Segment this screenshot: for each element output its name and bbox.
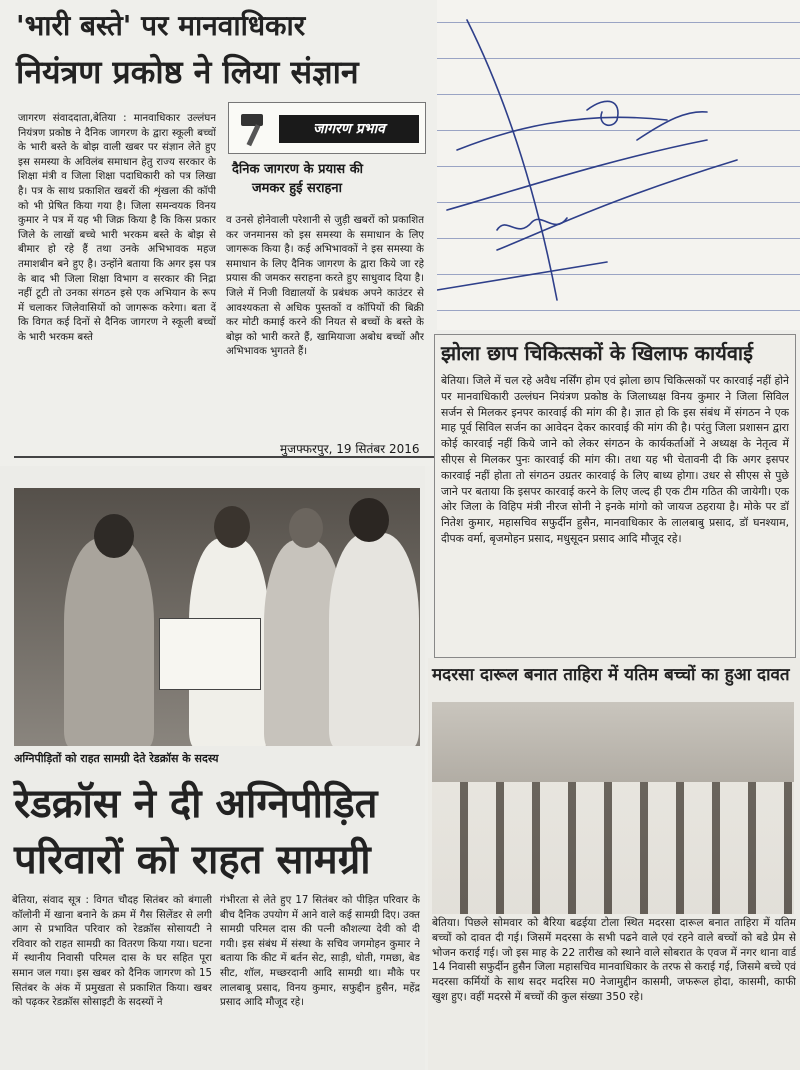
clip-redcross xyxy=(0,466,425,1070)
head-man-1 xyxy=(214,506,250,548)
headline: मदरसा दारूल बनात ताहिरा में यतिम बच्चों का हुआ दावत xyxy=(432,665,790,685)
badge-label: जागरण प्रभाव xyxy=(279,115,419,143)
head-woman xyxy=(94,514,134,558)
head-man-3 xyxy=(349,498,389,542)
subheading-line-2: जमकर हुई सराहना xyxy=(252,181,343,196)
body-left-column: बेतिया, संवाद सूत्र : विगत चौदह सितंबर को बंगाली कॉलोनी में खाना बनाने के क्रम में गैस सिलेंडर से लगी आग से प्रभावित परिवार को रेडक्रॉस सोसायटी ने रविवार को राहत सामग्री का वितरण किया गया। घटना में स्थानीय निवासी परिमल दास के घर सहित पूरा समान जल गया। इस खबर को दैनिक जागरण को 15 सितंबर के अंक में प्रमुखता से प्रकाशित किया। खबर को पढ़कर रेडक्रॉस सोसाइटी के सदस्यों ने xyxy=(12,895,212,1009)
clip-school-bag xyxy=(0,0,437,466)
masthead-strip xyxy=(14,456,434,458)
redcross-photo xyxy=(14,488,420,746)
headline-line-1: 'भारी बस्ते' पर मानवाधिकार xyxy=(16,9,306,42)
subheading-line-1: दैनिक जागरण के प्रयास की xyxy=(232,162,364,177)
body: बेतिया। जिले में चल रहे अवैध नर्सिंग होम एवं झोला छाप चिकित्सकों पर कारवाई नहीं होने पर मानवाधिकारी उल्लंघन नियंत्रण प्रकोष्ठ के जिलाध्यक्ष विनय कुमार ने जिला सिविल सर्जन से मिलकर इनपर कारवाई की मांग की है। ज्ञात हो कि इस संबंध में संगठन ने एक माह पूर्व सिविल सर्जन का आवेदन देकर कारवाई की मांग की है। परंतु जिला प्रशासन द्वारा कोई कारवाई नहीं किये जाने को लेकर संगठन के कार्यकर्ताओं ने अध्यक्ष के नेतृत्व में सीएस से मिलकर पुनः कारवाई की मांग की। तथा यह भी चेतावनी दी कि अगर इसपर कारवाई नहीं होता तो संगठन उग्रतर कारवाई के लिए बाध्य होगा। उधर से सीएस से पुछे जाने पर बताया कि इसपर कारवाई करने के लिए जल्द ही एक टीम गठित की जायेगी। एक ओर जिला के विहिप मंत्री नीरज सोनी ने इनके मांगो को जायज ठहराया है। मोके पर डॉ नितेश कुमार, महासचिव सफुर्दीन हुसैन, मानवाधिकार के लालबाबु प्रसाद, डॉ घनश्याम, दीपक वर्मा, बृजमोहन प्रसाद, मधुसूदन प्रसाद आदि मौजूद रहे। xyxy=(441,374,789,545)
dateline: मुजफ्फरपुर, 19 सितंबर 2016 xyxy=(280,442,420,456)
head-man-2 xyxy=(289,508,323,548)
headline-line-2: परिवारों को राहत सामग्री xyxy=(14,837,371,883)
hammer-icon xyxy=(235,108,275,148)
headline-line-2: नियंत्रण प्रकोष्ठ ने लिया संज्ञान xyxy=(16,53,359,91)
body-left-column: जागरण संवाददाता,बेतिया : मानवाधिकार उल्लंघन नियंत्रण प्रकोष्ठ ने दैनिक जागरण के द्वारा स्कूली बच्चों के भारी बस्ते के बोझ वाली खबर पर संज्ञान लेते हुए इस समस्या के अविलंब समाधान हेतु राज्य सरकार के शिक्षा मंत्री व जिला शिक्षा पदाधिकारी को पत्र लिखा है। पत्र के साथ प्रकाशित खबरों की शृंखला की कॉपी को भी प्रेषित किया गया है। जिला समन्वयक विनय कुमार ने पत्र में यह भी जिक्र किया है कि किस प्रकार जिले के लाखों बच्चे भारी भरकम बस्ते के बोझ से बीमार हो रहे हैं तथा उनके अभिभावक महज तमाशबीन बने हुए है। उन्होंने बताया कि अगर इस पत्र के बाद भी जिला शिक्षा विभाग व सरकार की निद्रा नहीं टूटी तो उनका संगठन इसे एक अभियान के रूप में चलाकर जिलेवासियों को जागरूक करेगा। बता दें कि विगत कई दिनों से दैनिक जागरण ने स्कूली बच्चों के भारी भरकम बस्ते xyxy=(18,113,216,343)
jagran-prabhav-badge xyxy=(228,102,426,154)
subheading xyxy=(232,160,363,198)
photo-caption: अग्निपीड़ितों को राहत सामग्री देते रेडक्रॉस के सदस्य xyxy=(14,752,219,765)
clip-madrasa xyxy=(428,658,800,1070)
notebook-paper xyxy=(437,0,800,330)
relief-box xyxy=(159,618,261,690)
body-right-column: व उनसे होनेवाली परेशानी से जुड़ी खबरों को प्रकाशित कर जनमानस को इस समस्या के समाधान के लिए जागरूक किया है। कई अभिभावकों ने इस समस्या के समाधान के लिए दैनिक जागरण के द्वारा किये जा रहे प्रयास की जमकर सराहना करते हुए साधुवाद दिया है। जिले में निजी विद्यालयों के प्रबंधक अपने काउंटर से आवश्यकता से अधिक पुस्तकों व कॉपियों की बिक्री कर मोटी कमाई करने की नियत से बच्चों के बस्ते के बोझ को भारी करते हैं, खामियाजा अबोध बच्चों और अभिभावक भुगतते हैं। xyxy=(226,215,424,358)
body-right-column: गंभीरता से लेते हुए 17 सितंबर को पीड़ित परिवार के बीच दैनिक उपयोग में आने वाले कई सामग्री दिए। उक्त सामग्री परिमल दास की पत्नी कौशल्या देवी को दी गयी। इस संबंध में संस्था के सचिव जगमोहन कुमार ने बताया कि कीट में बर्तन सेट, साड़ी, धोती, गमछा, बेड सीट, शॉल, मच्छरदानी आदि सामग्री था। मौके पर लालबाबू प्रसाद, विनय कुमार, सफुद्दीन हुसैन, महेंद्र प्रसाद आदि मौजूद रहे। xyxy=(220,895,420,1009)
headline: झोला छाप चिकित्सकों के खिलाफ कार्यवाई xyxy=(441,341,753,365)
photo-children-row xyxy=(432,782,794,914)
clip-quack-doctors xyxy=(434,334,796,658)
madrasa-photo xyxy=(432,702,794,914)
person-man-3 xyxy=(329,533,419,746)
person-woman xyxy=(64,538,154,746)
handwritten-scribble xyxy=(437,0,800,330)
headline-line-1: रेडक्रॉस ने दी अग्निपीड़ित xyxy=(14,781,378,827)
body: बेतिया। पिछले सोमवार को बैरिया बढईया टोला स्थित मदरसा दारूल बनात ताहिरा में यतिम बच्चों को दावत दी गई। जिसमें मदरसा के सभी पढने वाले एवं रहने वाले बच्चों को बडे प्रेम से भोजन कराई गई। जो इस माह के 22 तारीख को स्थाने वाले सोबरात के एवज में नगर थाना वार्ड 14 निवासी सफुर्दीन हुसैन जिला महासचिव मानवाधिकार के तरफ से कराई गई, जिसमे बच्चे एवं मदरसा कर्मियों के साथ सदर मदरिस म0 नेजामुद्दीन कासमी, जफरूल होदा, कासमी, काफी खुश हुए। वहीं मदरसे में बच्चों की कुल संख्या 350 रहे। xyxy=(432,917,796,1003)
